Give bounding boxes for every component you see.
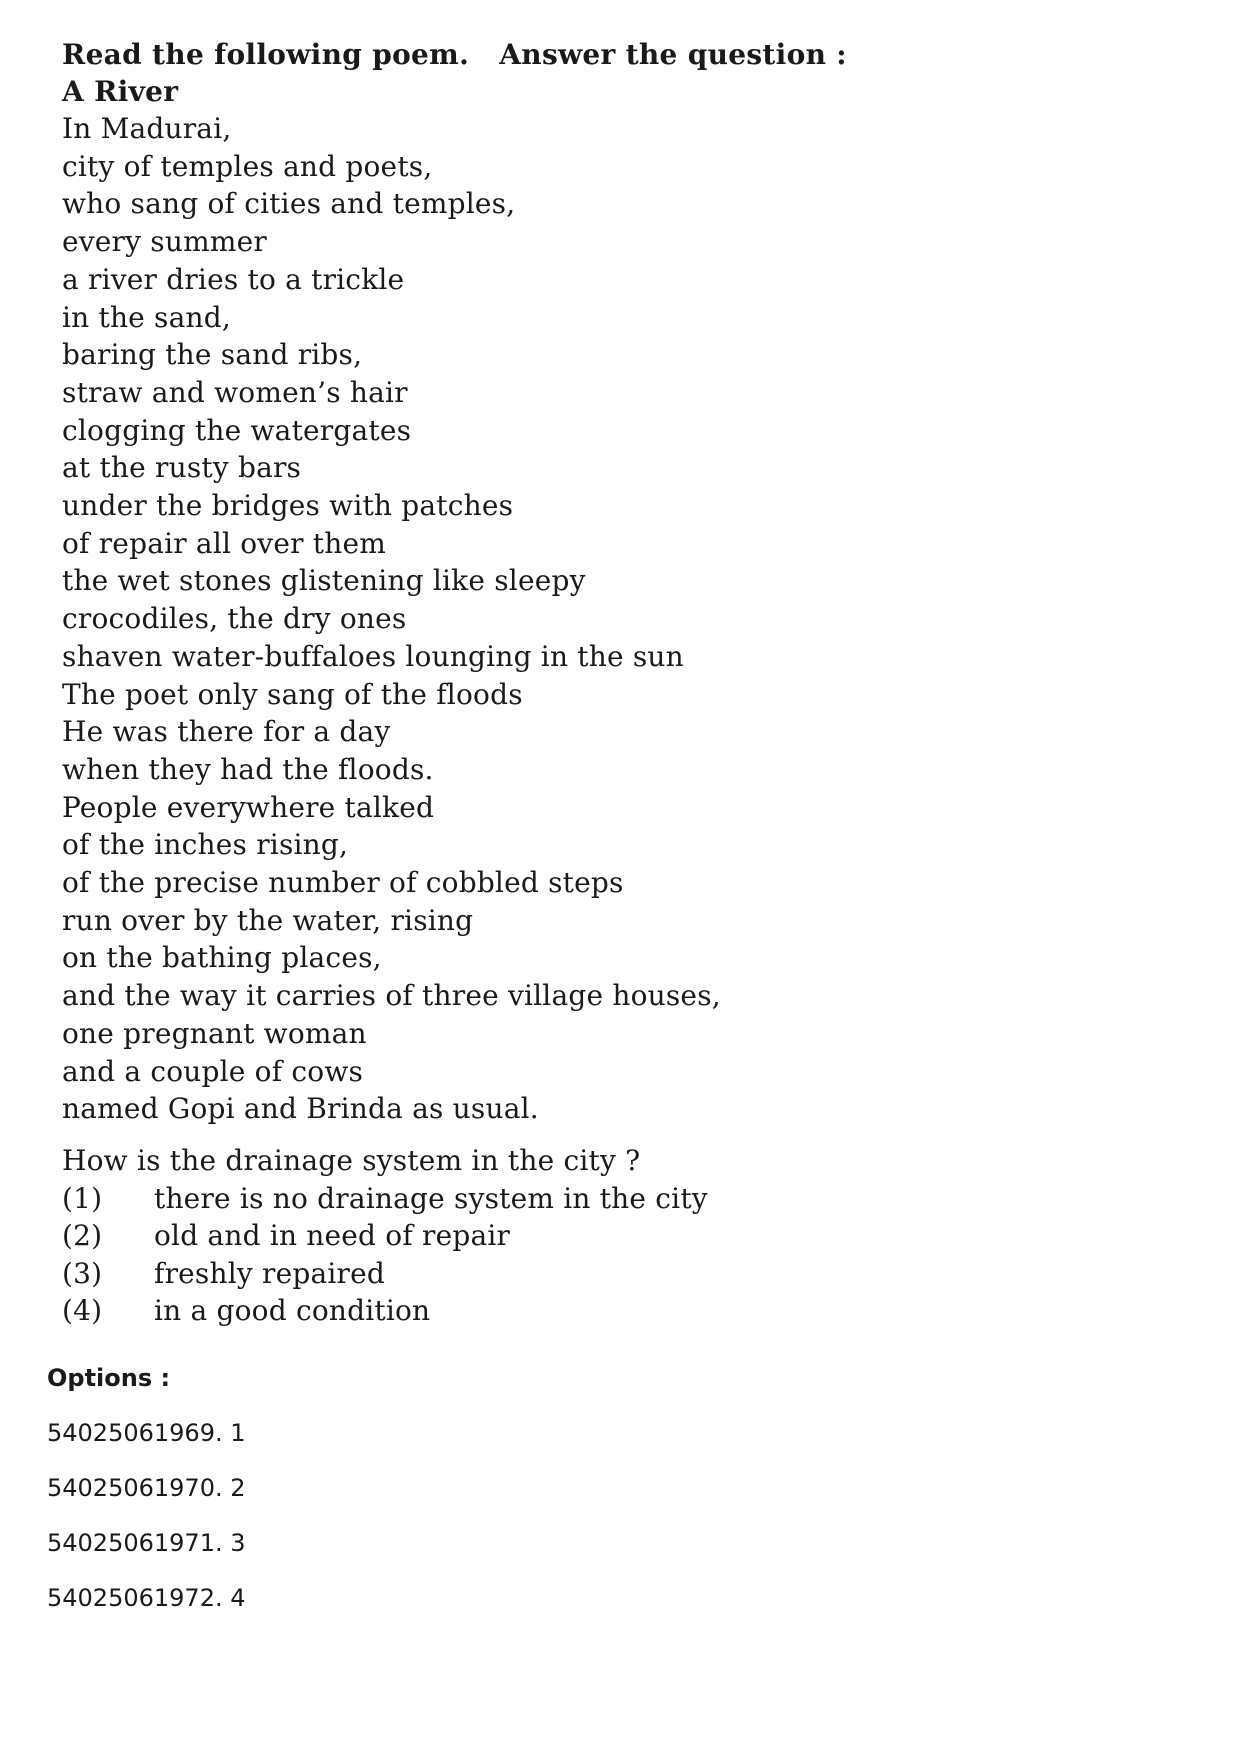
option-item[interactable]: 54025061970. 2	[47, 1474, 246, 1502]
poem-line: named Gopi and Brinda as usual.	[62, 1092, 539, 1126]
poem-line: baring the sand ribs,	[62, 338, 363, 372]
poem-title: A River	[62, 75, 179, 108]
poem-line: In Madurai,	[62, 112, 232, 145]
poem-line: The poet only sang of the floods	[62, 677, 523, 711]
choice-text: in a good condition	[154, 1294, 431, 1328]
poem-line: who sang of cities and temples,	[62, 187, 516, 221]
poem-line: when they had the floods.	[62, 752, 434, 786]
answer-choices	[62, 1180, 1162, 1330]
poem-line: and a couple of cows	[62, 1054, 364, 1088]
choice-text: freshly repaired	[154, 1256, 386, 1290]
choice-number: (4)	[62, 1294, 103, 1328]
poem-line: of the inches rising,	[62, 828, 349, 862]
choice-text: old and in need of repair	[154, 1219, 511, 1253]
question-image-block	[62, 36, 1162, 1330]
poem-line: one pregnant woman	[62, 1016, 367, 1050]
poem-line: and the way it carries of three village houses,	[62, 979, 721, 1013]
poem-line: straw and women’s hair	[62, 375, 408, 409]
poem-line: city of temples and poets,	[62, 149, 433, 183]
poem-line: in the sand,	[62, 300, 231, 334]
answer-choice	[62, 1292, 1162, 1330]
answer-choice	[62, 1255, 1162, 1293]
option-item[interactable]: 54025061969. 1	[47, 1419, 246, 1447]
instruction-text: Read the following poem. Answer the question :	[62, 38, 847, 71]
choice-number: (3)	[62, 1256, 103, 1290]
choice-text: there is no drainage system in the city	[154, 1181, 708, 1215]
choice-number: (2)	[62, 1219, 103, 1253]
poem-line: of the precise number of cobbled steps	[62, 866, 624, 900]
answer-choice	[62, 1180, 1162, 1218]
poem-line: crocodiles, the dry ones	[62, 602, 407, 636]
poem-line: shaven water-buffaloes lounging in the sun	[62, 639, 684, 673]
options-section	[47, 1362, 246, 1614]
option-item[interactable]: 54025061972. 4	[47, 1584, 246, 1612]
choice-number: (1)	[62, 1181, 103, 1215]
poem-line: a river dries to a trickle	[62, 262, 405, 296]
poem-body	[62, 110, 1162, 1128]
poem-line: under the bridges with patches	[62, 489, 514, 523]
poem-line: People everywhere talked	[62, 790, 435, 824]
poem-line: of repair all over them	[62, 526, 386, 560]
poem-line: He was there for a day	[62, 715, 391, 749]
option-item[interactable]: 54025061971. 3	[47, 1529, 246, 1557]
question-stem: How is the drainage system in the city ?	[62, 1143, 641, 1177]
answer-choice	[62, 1217, 1162, 1255]
poem-line: clogging the watergates	[62, 413, 412, 447]
poem-line: on the bathing places,	[62, 941, 382, 975]
poem-line: at the rusty bars	[62, 451, 302, 485]
poem-line: every summer	[62, 225, 267, 259]
poem-line: run over by the water, rising	[62, 903, 474, 937]
poem-line: the wet stones glistening like sleepy	[62, 564, 586, 598]
options-label: Options :	[47, 1364, 171, 1392]
